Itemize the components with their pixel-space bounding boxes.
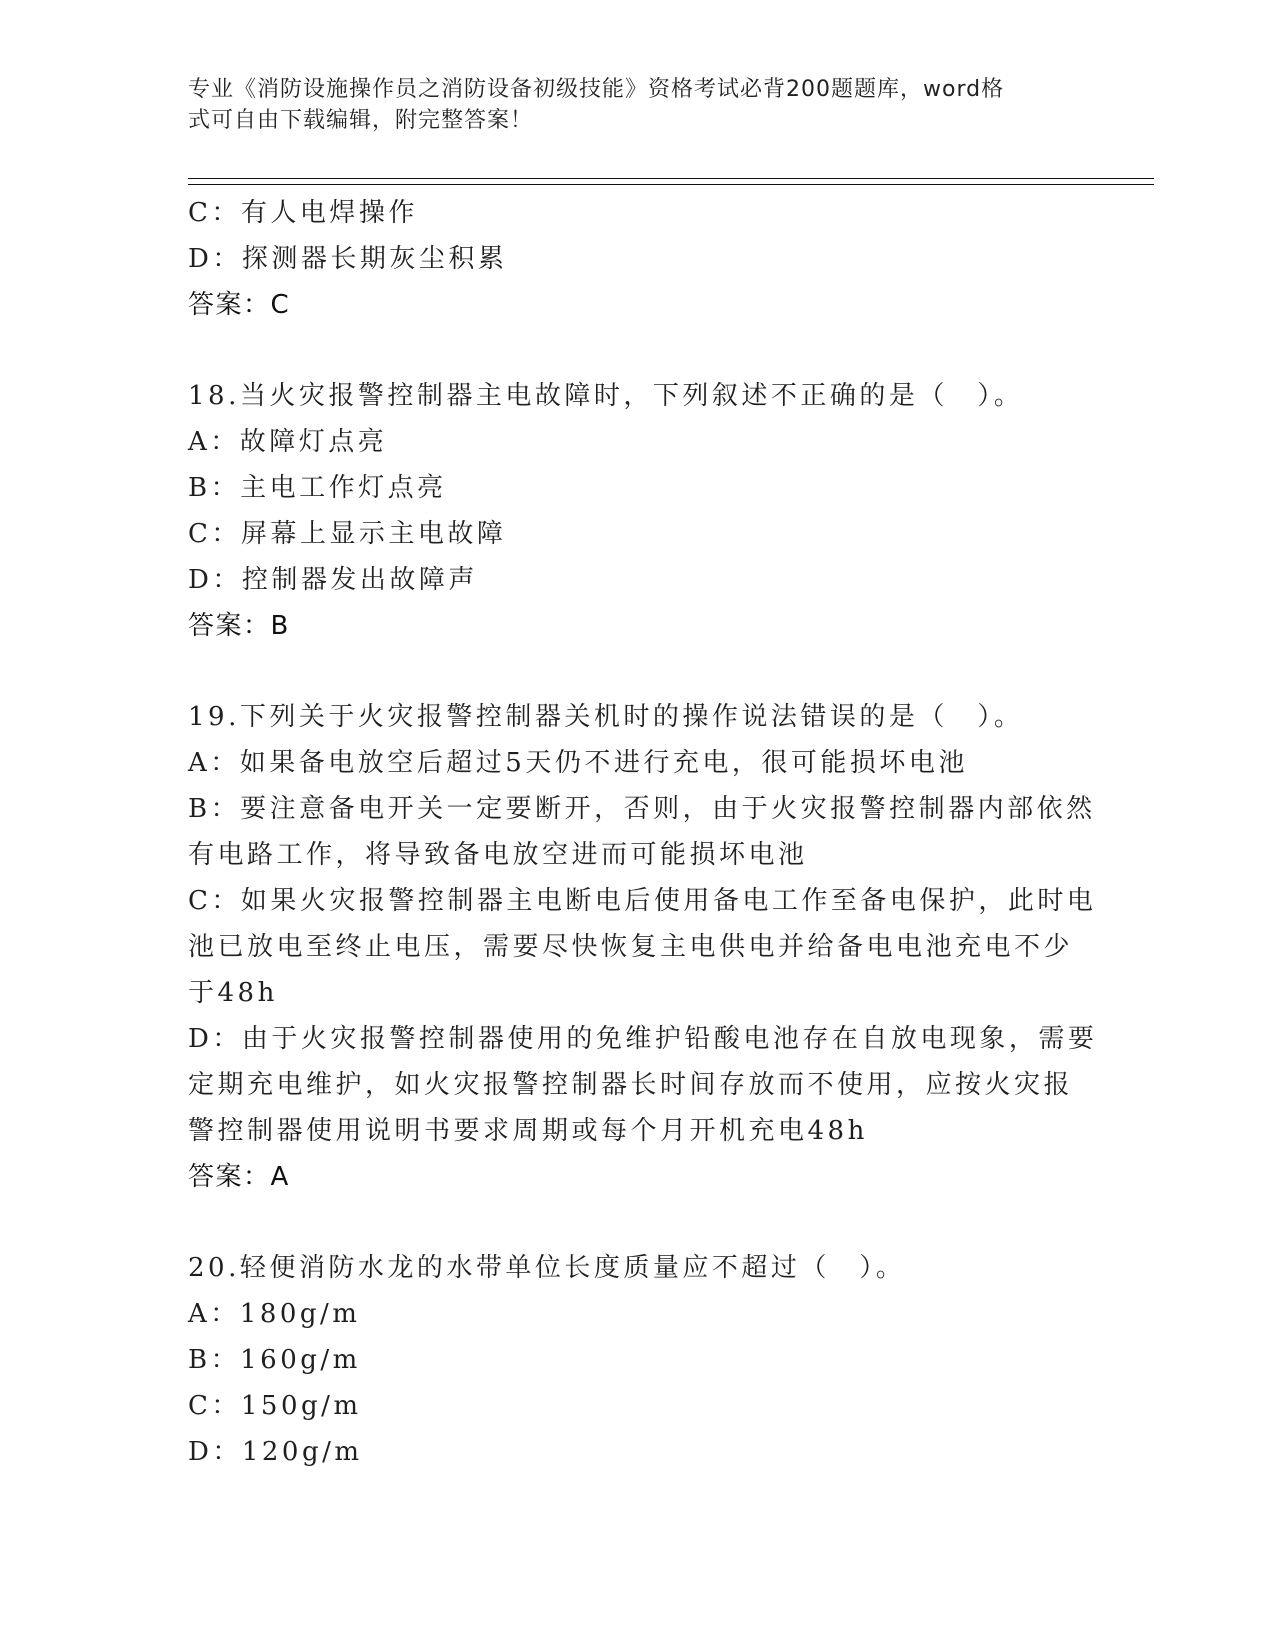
document-header [188,74,1068,136]
option-d: D：控制器发出故障声 [188,565,478,595]
option-b-continued: 有电路工作，将导致备电放空进而可能损坏电池 [188,840,808,870]
option-b: B：160g/m [188,1345,361,1375]
answer-line: 答案：B [188,611,290,641]
option-c: C：如果火灾报警控制器主电断电后使用备电工作至备电保护，此时电 [188,886,1097,916]
option-d: D：120g/m [188,1437,363,1467]
question-stem: 20.轻便消防水龙的水带单位长度质量应不超过（ ）。 [188,1253,906,1283]
header-divider-bottom [188,184,1154,185]
option-a: A：如果备电放空后超过5天仍不进行充电，很可能损坏电池 [188,748,968,778]
answer-line: 答案：C [188,290,291,320]
question-18 [188,373,1088,649]
spacer [188,649,1088,694]
option-b: B：主电工作灯点亮 [188,473,447,503]
option-d: D：探测器长期灰尘积累 [188,244,508,274]
spacer [188,328,1088,373]
option-b: B：要注意备电开关一定要断开，否则，由于火灾报警控制器内部依然 [188,794,1096,824]
option-c-continued: 于48h [188,978,278,1008]
option-d: D：由于火灾报警控制器使用的免维护铅酸电池存在自放电现象，需要 [188,1024,1098,1054]
question-19 [188,694,1098,1200]
option-c-continued: 池已放电至终止电压，需要尽快恢复主电供电并给备电电池充电不少 [188,932,1074,962]
question-list [188,190,1098,1475]
question-17-partial [188,190,1088,328]
header-divider-top [188,178,1154,179]
option-d-continued: 警控制器使用说明书要求周期或每个月开机充电48h [188,1116,868,1146]
header-line-1: 专业《消防设施操作员之消防设备初级技能》资格考试必背200题题库，word格 [188,77,1005,102]
option-c: C：屏幕上显示主电故障 [188,519,507,549]
spacer [188,1200,1088,1245]
option-c: C：有人电焊操作 [188,198,418,228]
header-line-2: 式可自由下载编辑，附完整答案！ [188,108,534,133]
option-a: A：故障灯点亮 [188,427,388,457]
question-stem: 19.下列关于火灾报警控制器关机时的操作说法错误的是（ ）。 [188,702,1024,732]
option-a: A：180g/m [188,1299,361,1329]
option-c: C：150g/m [188,1391,362,1421]
question-20 [188,1245,1088,1475]
option-d-continued: 定期充电维护，如火灾报警控制器长时间存放而不使用，应按火灾报 [188,1070,1074,1100]
answer-line: 答案：A [188,1162,290,1192]
question-stem: 18.当火灾报警控制器主电故障时，下列叙述不正确的是（ ）。 [188,381,1024,411]
